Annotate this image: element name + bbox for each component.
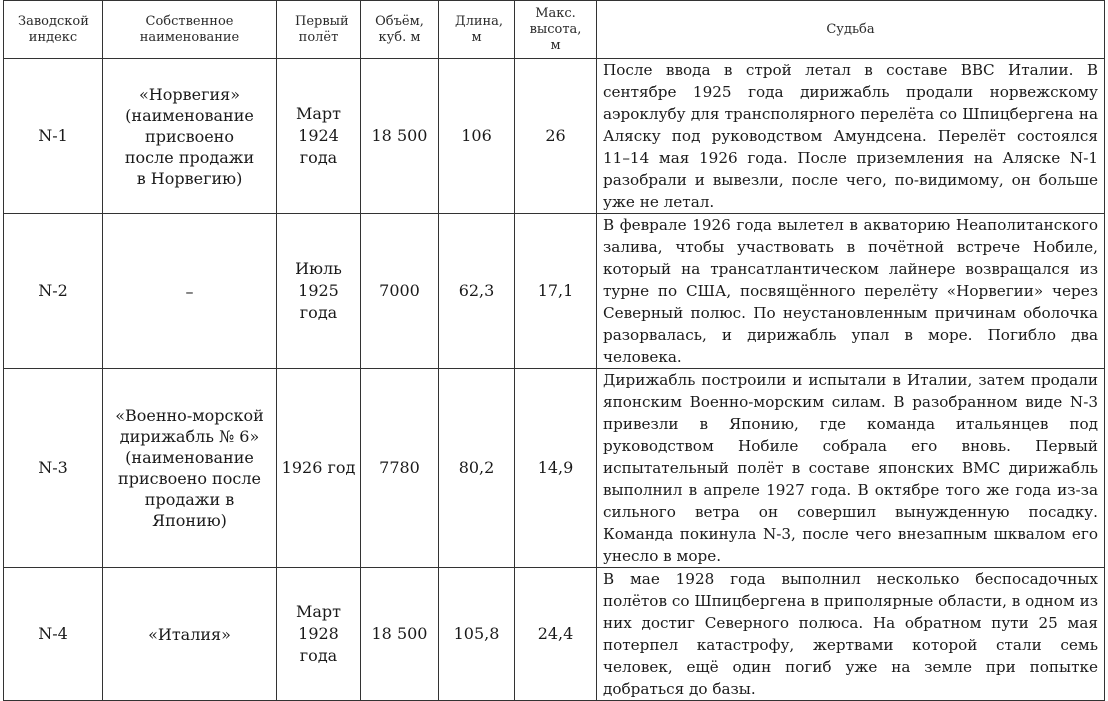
cell-name: «Норвегия» (наименование присвоено после продажи в Норвегию)	[103, 59, 277, 214]
cell-index: N-1	[4, 59, 103, 214]
cell-volume: 7780	[361, 369, 439, 568]
header-height: Макс. высота, м	[515, 1, 597, 59]
table-row	[4, 214, 1105, 369]
header-length: Длина, м	[439, 1, 515, 59]
cell-height: 17,1	[515, 214, 597, 369]
cell-name: –	[103, 214, 277, 369]
table-row	[4, 568, 1105, 701]
header-first-flight: Первый полёт	[277, 1, 361, 59]
cell-fate: Дирижабль построили и испытали в Италии, затем продали японским Военно-морским силам. В разобранном виде N-3 привезли в Японию, где команда итальянцев под руководством Нобиле собрала его вновь. Первый испытательный полёт в составе японских ВМС дирижабль выполнил в апреле 1927 года. В октябре того же года из-за сильного ветра он совершил вынужденную посадку. Команда покинула N-3, после чего внезапным шквалом его унесло в море.	[597, 369, 1105, 568]
cell-first-flight: 1926 год	[277, 369, 361, 568]
cell-fate: В феврале 1926 года вылетел в акваторию Неаполитанского залива, чтобы участвовать в почётной встрече Нобиле, который на трансатлантическом лайнере возвращался из турне по США, посвящённого перелёту «Норвегии» через Северный полюс. По неустановленным причинам оболочка разорвалась, и дирижабль упал в море. Погибло два человека.	[597, 214, 1105, 369]
table-row	[4, 369, 1105, 568]
cell-name: «Италия»	[103, 568, 277, 701]
cell-length: 106	[439, 59, 515, 214]
cell-height: 26	[515, 59, 597, 214]
cell-volume: 18 500	[361, 568, 439, 701]
cell-fate: В мае 1928 года выполнил несколько беспосадочных полётов со Шпицбергена в приполярные области, в одном из них достиг Северного полюса. На обратном пути 25 мая потерпел катастрофу, жертвами которой стали семь человек, ещё один погиб уже на земле при попытке добраться до базы.	[597, 568, 1105, 701]
header-index: Заводской индекс	[4, 1, 103, 59]
airship-table	[3, 0, 1105, 701]
cell-volume: 7000	[361, 214, 439, 369]
cell-length: 105,8	[439, 568, 515, 701]
cell-index: N-4	[4, 568, 103, 701]
cell-height: 14,9	[515, 369, 597, 568]
cell-first-flight: Март 1928 года	[277, 568, 361, 701]
header-row	[4, 1, 1105, 59]
cell-fate: После ввода в строй летал в составе ВВС Италии. В сентябре 1925 года дирижабль продали норвежскому аэроклубу для трансполярного перелёта со Шпицбергена на Аляску под руководством Амундсена. Перелёт состоялся 11–14 мая 1926 года. После приземления на Аляске N-1 разобрали и вывезли, после чего, по-видимому, он больше уже не летал.	[597, 59, 1105, 214]
cell-length: 62,3	[439, 214, 515, 369]
cell-first-flight: Июль 1925 года	[277, 214, 361, 369]
cell-height: 24,4	[515, 568, 597, 701]
cell-volume: 18 500	[361, 59, 439, 214]
table-row	[4, 59, 1105, 214]
cell-name: «Военно-морской дирижабль № 6» (наименование присвоено после продажи в Японию)	[103, 369, 277, 568]
header-fate: Судьба	[597, 1, 1105, 59]
cell-index: N-3	[4, 369, 103, 568]
header-name: Собственное наименование	[103, 1, 277, 59]
cell-index: N-2	[4, 214, 103, 369]
cell-first-flight: Март 1924 года	[277, 59, 361, 214]
header-volume: Объём, куб. м	[361, 1, 439, 59]
cell-length: 80,2	[439, 369, 515, 568]
